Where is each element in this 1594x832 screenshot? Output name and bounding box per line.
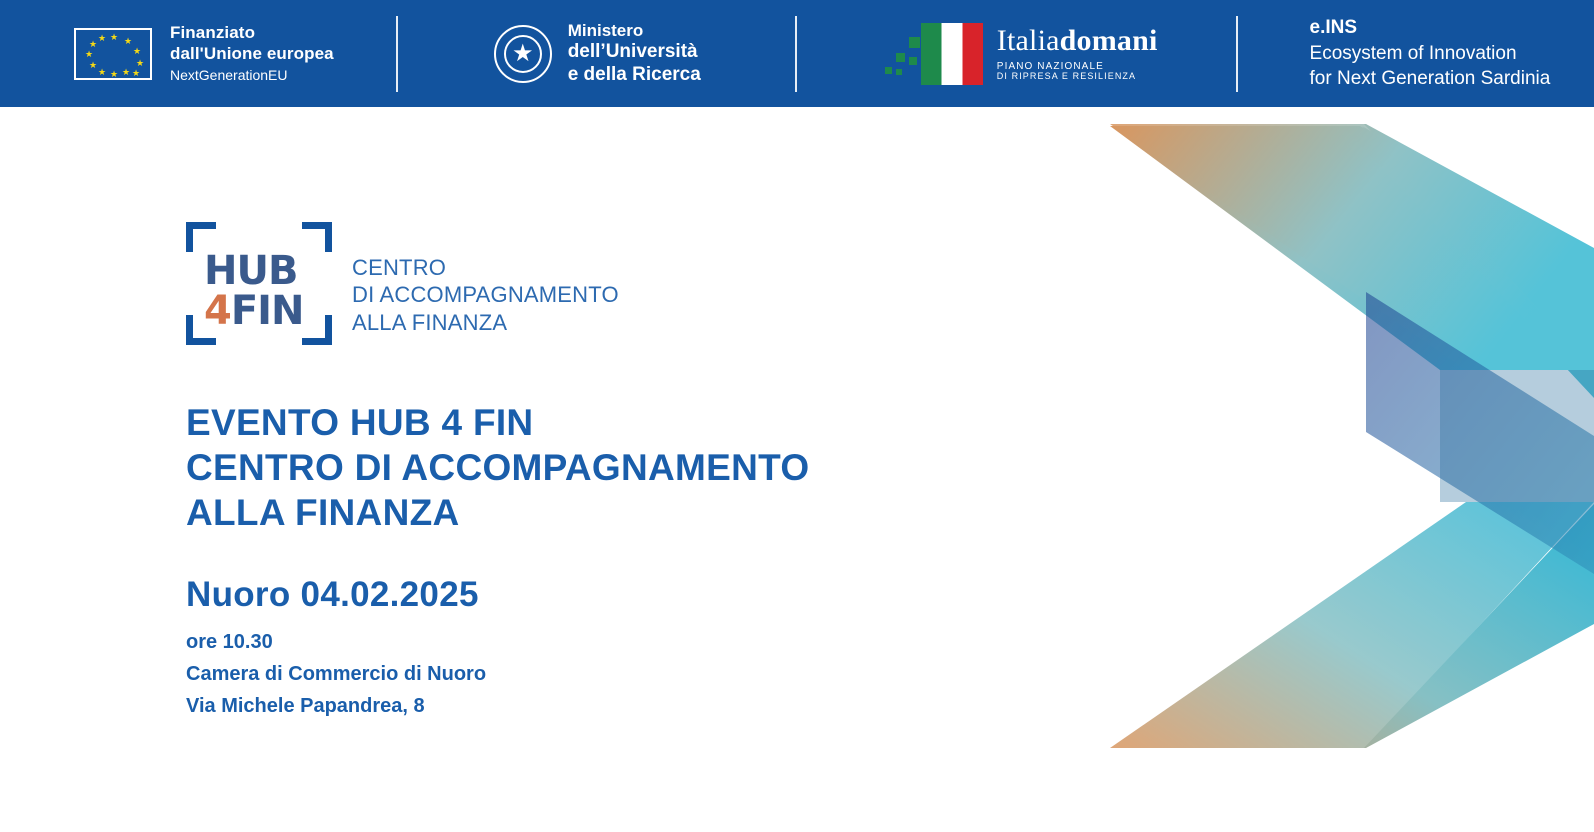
logo-fin-word: FIN — [230, 288, 304, 334]
republic-emblem-icon: ★ — [494, 25, 552, 83]
eins-label-line2: Ecosystem of Innovation — [1309, 42, 1517, 64]
italian-flag-icon — [885, 23, 983, 85]
logo-fin-text — [204, 288, 304, 334]
event-title-line1: EVENTO HUB 4 FIN — [186, 402, 534, 443]
event-title-line2: CENTRO DI ACCOMPAGNAMENTO — [186, 447, 810, 489]
ministry-label-line3: e della Ricerca — [567, 63, 701, 85]
eu-label-line1: Finanziato — [170, 23, 256, 43]
italiadomani-name-plain: Italia — [996, 24, 1060, 58]
ministry-logo — [398, 0, 701, 107]
logo-hub-text: HUB — [204, 248, 298, 294]
italiadomani-logo — [797, 0, 1158, 107]
event-time: ore 10.30 — [186, 631, 273, 653]
event-title-line3: ALLA FINANZA — [186, 492, 460, 534]
eu-flag-icon: ★ ★ ★ ★ ★ ★ ★ ★ ★ ★ ★ ★ — [74, 28, 152, 80]
eu-funding-logo — [0, 0, 334, 107]
eins-logo — [1238, 0, 1551, 107]
eins-label-line3: for Next Generation Sardinia — [1309, 68, 1551, 90]
hub4fin-subtitle — [352, 254, 619, 336]
logo-four-text: 4 — [204, 288, 231, 334]
bracket-frame-icon — [186, 222, 332, 345]
eu-label-line2: dall'Unione europea — [170, 43, 334, 63]
event-date: Nuoro 04.02.2025 — [186, 575, 479, 614]
ministry-label-line2: dell’Università — [567, 40, 698, 62]
event-venue: Camera di Commercio di Nuoro — [186, 663, 487, 685]
event-title — [186, 400, 809, 535]
eins-label-line1: e.INS — [1309, 16, 1358, 38]
hub4fin-subtitle-line3: ALLA FINANZA — [352, 309, 508, 335]
chevron-graphic — [1110, 122, 1594, 750]
italiadomani-name-bold: domani — [1059, 24, 1158, 58]
italiadomani-sub2: DI RIPRESA E RESILIENZA — [996, 71, 1137, 82]
event-details — [186, 626, 486, 722]
eu-label-line3: NextGenerationEU — [170, 66, 288, 83]
event-address: Via Michele Papandrea, 8 — [186, 695, 425, 717]
hub4fin-subtitle-line1: CENTRO — [352, 255, 447, 280]
hub4fin-logo — [186, 222, 619, 345]
institutional-header-bar — [0, 0, 1594, 107]
hub4fin-subtitle-line2: DI ACCOMPAGNAMENTO — [352, 282, 619, 308]
italiadomani-sub1: PIANO NAZIONALE — [996, 60, 1104, 72]
ministry-label-line1: Ministero — [567, 20, 644, 40]
